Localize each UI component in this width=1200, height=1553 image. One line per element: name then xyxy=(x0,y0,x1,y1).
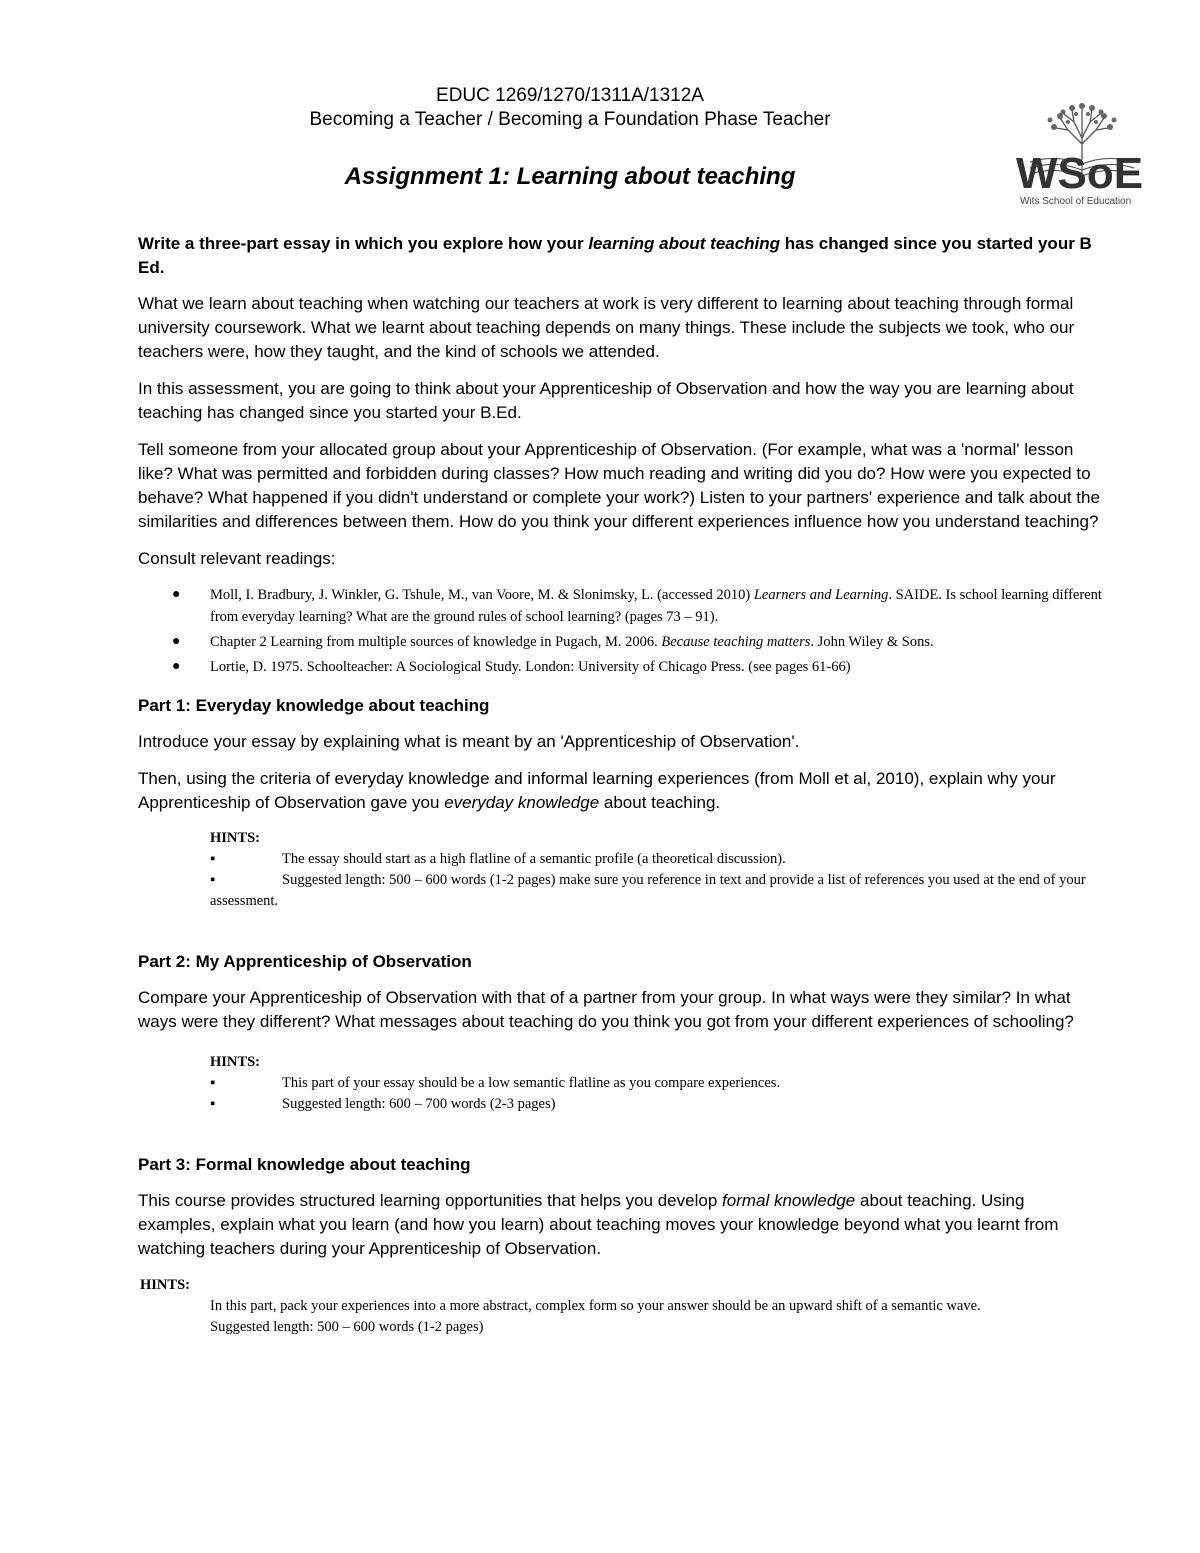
logo-subtitle: Wits School of Education xyxy=(1020,196,1132,207)
part3-paragraph-1: This course provides structured learning opportunities that helps you develop formal knowledge about teaching. Using examples, explain what you learn (and how you learn) about teaching moves your knowledge beyond what you learnt from watching teachers during your Apprenticeship of Observation. xyxy=(138,1191,1059,1258)
consult-readings-label: Consult relevant readings: xyxy=(138,549,336,568)
hints-label: HINTS: xyxy=(210,1054,260,1070)
intro-paragraph-3: Tell someone from your allocated group about your Apprenticeship of Observation. (For example, what was a 'normal' lesson like? What was permitted and forbidden during classes? How much reading and writing did you do? How were you expected to behave? What happened if you didn't understand or complete your work?) Listen to your partners' experience and talk about the similarities and differences between them. How do you think your different experiences influence how you understand teaching? xyxy=(138,440,1100,531)
course-code: EDUC 1269/1270/1311A/1312A xyxy=(436,85,704,106)
bullet-icon: ● xyxy=(172,659,181,674)
bullet-icon: ● xyxy=(172,634,181,649)
course-name: Becoming a Teacher / Becoming a Foundation Phase Teacher xyxy=(309,109,831,130)
part2-hints xyxy=(210,1052,1104,1115)
assignment-title: Assignment 1: Learning about teaching xyxy=(344,163,796,190)
readings-list xyxy=(138,584,1104,678)
part2-heading: Part 2: My Apprenticeship of Observation xyxy=(138,952,472,971)
part2-paragraph-1: Compare your Apprenticeship of Observation with that of a partner from your group. In what ways were they similar? In what ways were they different? What messages about teaching do you think you got from your different experiences of schooling? xyxy=(138,988,1074,1031)
part3-hints xyxy=(140,1275,1104,1338)
part1-heading: Part 1: Everyday knowledge about teaching xyxy=(138,696,490,715)
part3-heading: Part 3: Formal knowledge about teaching xyxy=(138,1155,471,1174)
part1-hints xyxy=(210,828,1104,912)
hint-item: In this part, pack your experiences into a more abstract, complex form so your answer should be an upward shift of a semantic wave. xyxy=(210,1298,981,1314)
hints-label: HINTS: xyxy=(140,1277,190,1293)
intro-paragraph-2: In this assessment, you are going to think about your Apprenticeship of Observation and how the way you are learning about teaching has changed since you started your B.Ed. xyxy=(138,379,1074,422)
intro-paragraph-1: What we learn about teaching when watching our teachers at work is very different to learning about teaching through formal university coursework. What we learnt about teaching depends on many things. These include the subjects we took, who our teachers were, how they taught, and the kind of schools we attended. xyxy=(138,294,1075,361)
reading-item: ● Moll, I. Bradbury, J. Winkler, G. Tshule, M., van Voore, M. & Slonimsky, L. (accessed 2010) Learners and Learning. SAIDE. Is school learning different from everyday learning? What are the ground rules of school learning? (pages 73 – 91). xyxy=(172,584,1104,628)
hints-label: HINTS: xyxy=(210,830,260,846)
hint-item: ▪ The essay should start as a high flatline of a semantic profile (a theoretical discussion). xyxy=(210,849,1104,870)
essay-prompt: Write a three-part essay in which you explore how your learning about teaching has changed since you started your B Ed. xyxy=(138,234,1092,277)
square-bullet-icon: ▪ xyxy=(210,872,216,888)
square-bullet-icon: ▪ xyxy=(210,1075,216,1091)
hint-item: ▪ This part of your essay should be a low semantic flatline as you compare experiences. xyxy=(210,1073,1104,1094)
document-header xyxy=(180,84,960,192)
square-bullet-icon: ▪ xyxy=(210,851,216,867)
document-body xyxy=(138,232,1104,1338)
part1-paragraph-1: Introduce your essay by explaining what is meant by an 'Apprenticeship of Observation'. xyxy=(138,732,800,751)
square-bullet-icon: ▪ xyxy=(210,1096,216,1112)
reading-item: ● Chapter 2 Learning from multiple sources of knowledge in Pugach, M. 2006. Because teaching matters. John Wiley & Sons. xyxy=(172,631,1104,653)
bullet-icon: ● xyxy=(172,587,181,602)
logo-wordmark: WSoE xyxy=(1016,149,1144,198)
part1-paragraph-2: Then, using the criteria of everyday knowledge and informal learning experiences (from Moll et al, 2010), explain why your Apprenticeship of Observation gave you everyday knowledge about teaching. xyxy=(138,769,1056,812)
reading-item: ● Lortie, D. 1975. Schoolteacher: A Sociological Study. London: University of Chicago Press. (see pages 61-66) xyxy=(172,656,1104,678)
hint-item: Suggested length: 500 – 600 words (1-2 pages) xyxy=(210,1319,484,1335)
hint-item: ▪ Suggested length: 500 – 600 words (1-2 pages) make sure you reference in text and provide a list of references you used at the end of your assessment. xyxy=(210,872,1086,909)
hint-item: ▪ Suggested length: 600 – 700 words (2-3 pages) xyxy=(210,1094,1104,1115)
